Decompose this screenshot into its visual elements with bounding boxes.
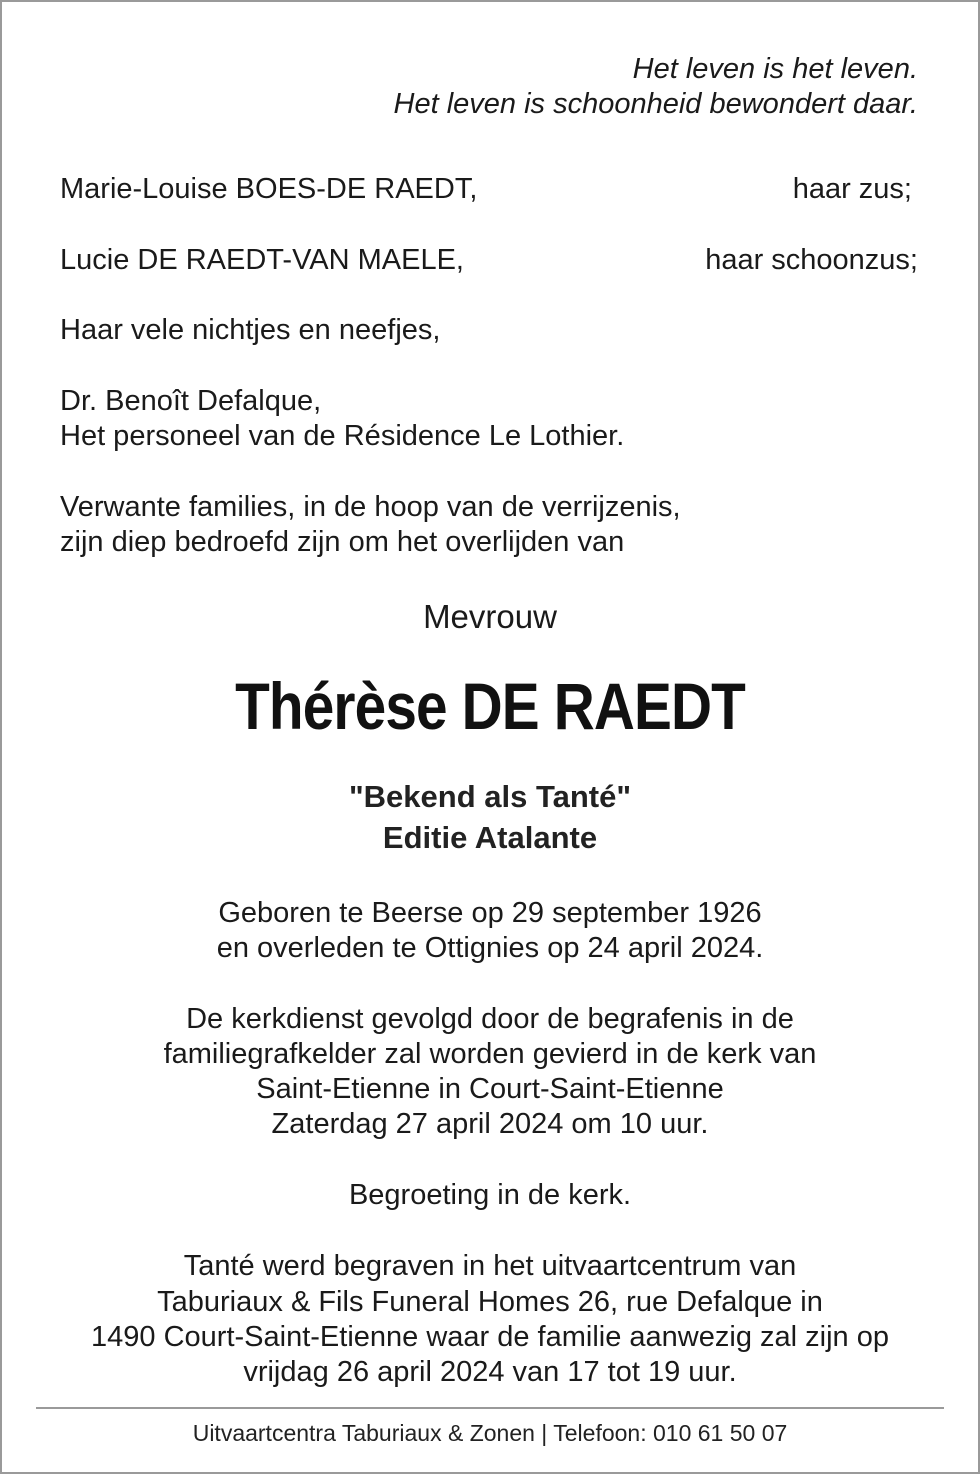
opening-quote xyxy=(394,52,918,122)
salutation: Mevrouw xyxy=(423,598,557,635)
family-nieces: Haar vele nichtjes en neefjes, xyxy=(60,314,441,346)
family-sister-relation: haar zus; xyxy=(792,173,912,205)
service-line-2: familiegrafkelder zal worden gevierd in de kerk van xyxy=(163,1038,817,1070)
greeting: Begroeting in de kerk. xyxy=(348,1179,632,1211)
quote-line-2: Het leven is schoonheid bewondert daar. xyxy=(393,88,918,120)
footer-contact: Uitvaartcentra Taburiaux & Zonen | Telefoon: 010 61 50 07 xyxy=(192,1420,788,1446)
quote-line-1: Het leven is het leven. xyxy=(632,53,918,85)
family-relatives-line-1: Verwante families, in de hoop van de verrijzenis, xyxy=(60,491,681,523)
deceased-edition: Editie Atalante xyxy=(382,820,598,855)
visitation-line-2: Taburiaux & Fils Funeral Homes 26, rue Defalque in xyxy=(157,1286,823,1318)
family-staff: Het personeel van de Résidence Le Lothier. xyxy=(60,420,625,452)
family-relatives-line-2: zijn diep bedroefd zijn om het overlijden van xyxy=(60,526,625,558)
visitation-line-4: vrijdag 26 april 2024 van 17 tot 19 uur. xyxy=(243,1356,737,1388)
family-doctor: Dr. Benoît Defalque, xyxy=(60,385,322,417)
service-line-4: Zaterdag 27 april 2024 om 10 uur. xyxy=(271,1108,709,1140)
dates-line-1: Geboren te Beerse op 29 september 1926 xyxy=(218,897,762,929)
service-line-3: Saint-Etienne in Court-Saint-Etienne xyxy=(256,1073,724,1105)
service-line-1: De kerkdienst gevolgd door de begrafenis in de xyxy=(186,1003,794,1035)
dates-line-2: en overleden te Ottignies op 24 april 2024. xyxy=(216,932,764,964)
footer-divider xyxy=(36,1407,944,1409)
visitation-line-3: 1490 Court-Saint-Etienne waar de familie aanwezig zal zijn op xyxy=(91,1321,889,1353)
deceased-name: Thérèse DE RAEDT xyxy=(235,669,745,743)
visitation-line-1: Tanté werd begraven in het uitvaartcentrum van xyxy=(183,1250,797,1282)
family-sister-name: Marie-Louise BOES-DE RAEDT, xyxy=(60,173,478,205)
deceased-nickname: "Bekend als Tanté" xyxy=(348,779,632,814)
family-sister-in-law-name: Lucie DE RAEDT-VAN MAELE, xyxy=(60,244,464,276)
family-sister-in-law-relation: haar schoonzus; xyxy=(705,244,918,276)
